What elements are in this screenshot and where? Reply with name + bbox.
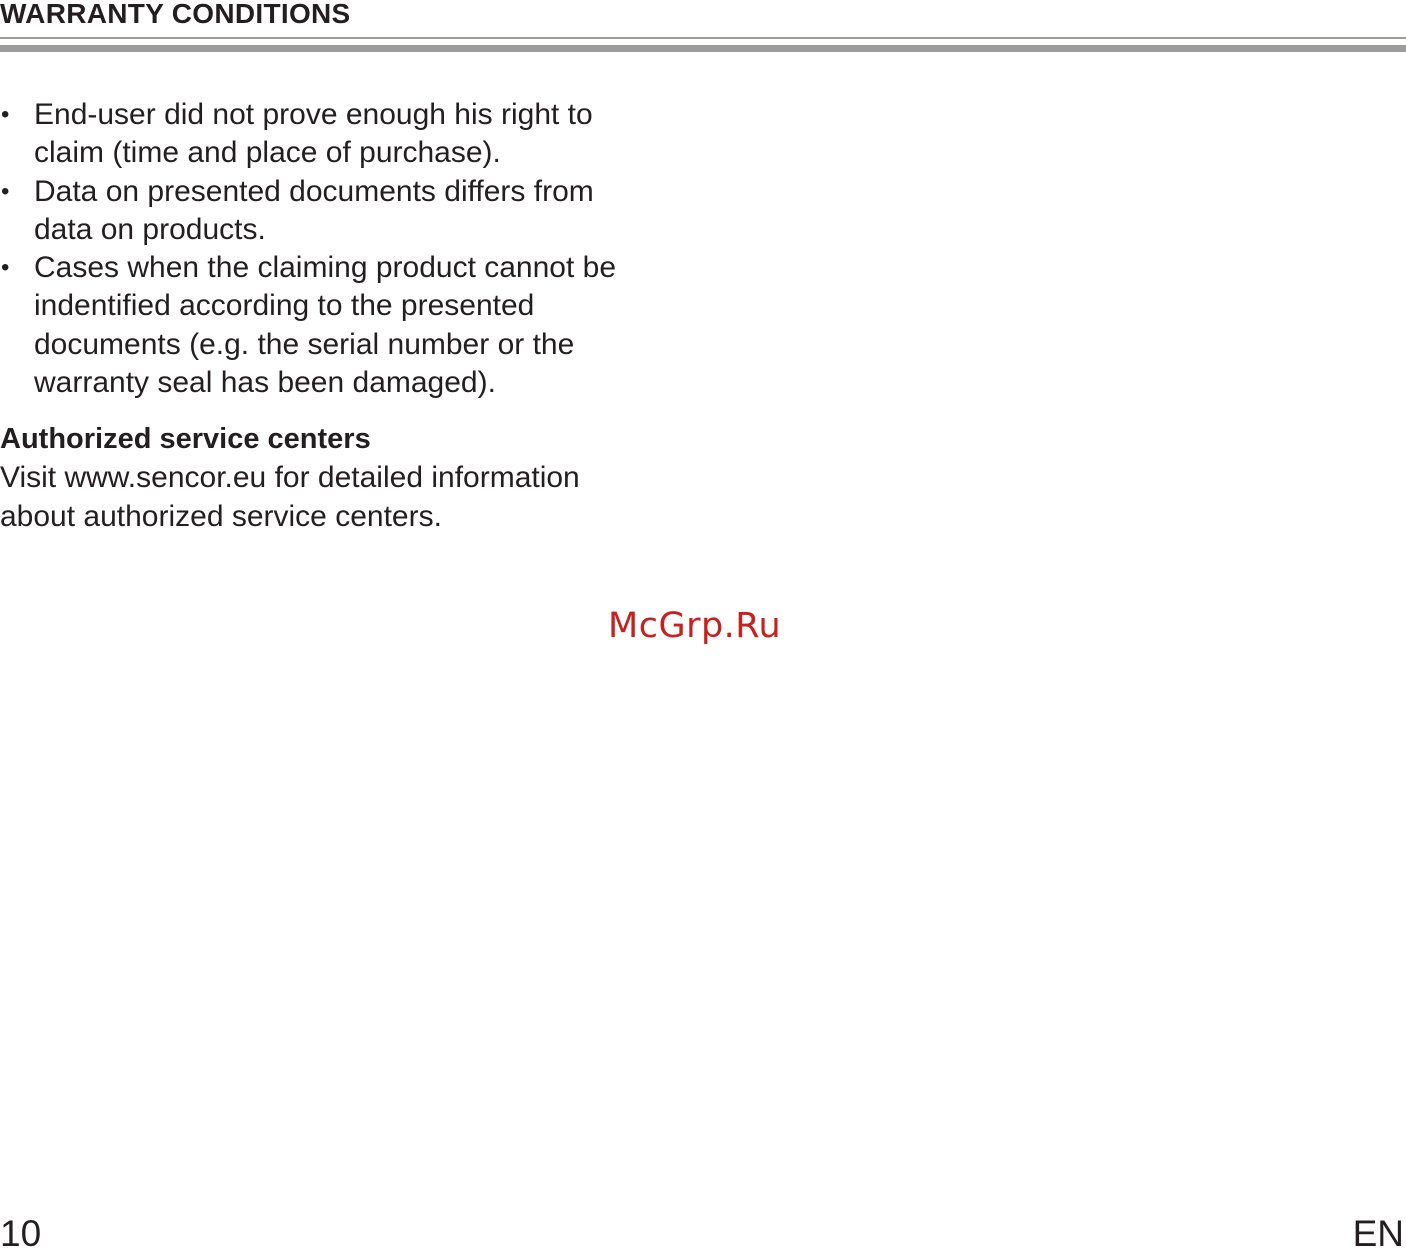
list-item <box>0 173 660 250</box>
bullet-marker: • <box>1 254 10 282</box>
list-item <box>0 96 660 173</box>
list-item-text: Cases when the claiming product cannot be indentified according to the presented documents (e.g. the serial number or the warranty seal has been damaged). <box>34 251 617 400</box>
list-item-text: End-user did not prove enough his right to claim (time and place of purchase). <box>34 98 593 170</box>
header-rule-thick <box>0 45 1406 52</box>
watermark-logo: McGrp.Ru <box>608 606 782 646</box>
page-title: WARRANTY CONDITIONS <box>0 0 351 29</box>
bullet-marker: • <box>1 177 10 205</box>
bullet-marker: • <box>1 101 10 128</box>
list-item-text: Data on presented documents differs from data on products. <box>34 174 594 246</box>
service-centers-heading: Authorized service centers <box>0 423 371 455</box>
warranty-exclusions-list <box>0 96 660 402</box>
language-code: EN <box>1352 1213 1404 1254</box>
service-centers-text: Visit www.sencor.eu for detailed information about authorized service centers. <box>0 461 580 533</box>
page-number: 10 <box>0 1213 42 1254</box>
header-rule-thin <box>0 37 1406 39</box>
list-item <box>0 249 660 402</box>
